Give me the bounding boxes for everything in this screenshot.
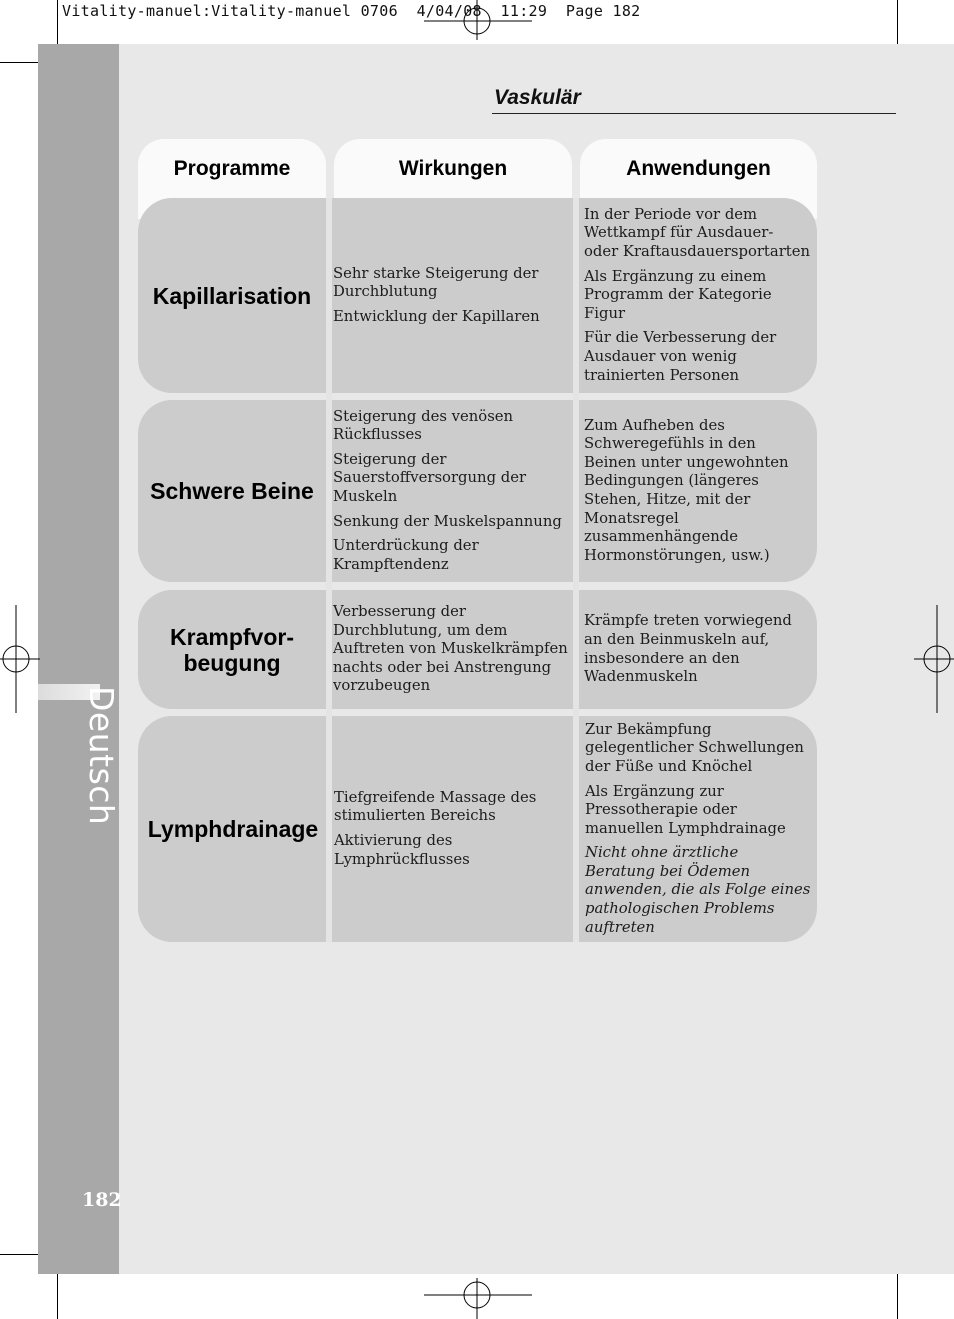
programme-kapillarisation: Kapillarisation (152, 282, 312, 309)
programme-line: Krampfvor- (170, 623, 294, 650)
anwendungen-cell (585, 716, 811, 942)
anwendung-item: Für die Verbesserung der Ausdauer von wenig trainierten Personen (584, 329, 777, 384)
registration-mark-right (914, 605, 954, 713)
print-slug: Vitality-manuel:Vitality-manuel 0706 4/04/08 11:29 Page 182 (62, 2, 641, 20)
page-number: 182 (82, 1189, 122, 1211)
programme-line: beugung (183, 649, 281, 676)
wirkung-item: Verbesserung der Durchblutung, um dem Auftreten von Muskelkrämpfen nachts oder bei Anstrengung vorzubeugen (333, 603, 568, 695)
wirkung-item: Senkung der Muskelspannung (333, 512, 562, 530)
crop-mark (0, 62, 42, 63)
wirkungen-cell (333, 590, 571, 709)
wirkung-item: Entwicklung der Kapillaren (333, 307, 540, 325)
warning-note: Nicht ohne ärztliche Beratung bei Ödemen anwenden, die als Folge eines pathologischen Problems auftreten (585, 844, 811, 936)
registration-mark-top (424, 0, 532, 40)
wirkung-item: Unterdrückung der Krampftendenz (333, 537, 479, 573)
wirkungen-cell (334, 716, 570, 942)
crop-mark (57, 1271, 58, 1319)
programme-schwere-beine: Schwere Beine (150, 478, 314, 504)
wirkung-item: Sehr starke Steigerung der Durchblutung (333, 264, 539, 301)
anwendung-item: Als Ergänzung zur Pressotherapie oder manuellen Lymphdrainage (585, 782, 786, 837)
registration-mark-left (0, 605, 40, 713)
column-header-wirkungen: Wirkungen (334, 139, 572, 219)
anwendungen-cell (584, 198, 812, 393)
anwendung-item: Zur Bekämpfung gelegentlicher Schwellungen der Füße und Knöchel (585, 720, 804, 775)
programme-krampfvorbeugung (138, 590, 326, 709)
column-header-programme: Programme (138, 139, 326, 219)
anwendungen-cell (584, 400, 812, 582)
anwendung-item: Krämpfe treten vorwiegend an den Beinmuskeln auf, insbesondere an den Wadenmuskeln (584, 612, 792, 686)
wirkungen-cell (333, 400, 569, 582)
wirkung-item: Aktivierung des Lymphrückflusses (334, 832, 470, 868)
column-separator (573, 198, 579, 942)
anwendungen-cell (584, 590, 812, 709)
wirkung-item: Steigerung des venösen Rückflusses (333, 407, 514, 444)
anwendung-item: Zum Aufheben des Schweregefühls in den Beinen unter ungewohnten Bedingungen (längeres Stehen, Hitze, mit der Monatsregel zusammenhängende Hormonstörungen, usw.) (584, 416, 789, 564)
programme-lymphdrainage: Lymphdrainage (147, 816, 319, 842)
section-title: Vaskulär (494, 86, 581, 109)
crop-mark (0, 1254, 42, 1255)
section-rule (492, 113, 896, 114)
language-label: Deutsch (82, 686, 121, 826)
anwendung-item: In der Periode vor dem Wettkampf für Ausdauer- oder Kraftausdauersportarten (584, 205, 811, 261)
sidebar (38, 44, 119, 1274)
crop-mark (897, 1271, 898, 1319)
wirkung-item: Tiefgreifende Massage des stimulierten Bereichs (334, 788, 537, 825)
anwendung-item: Als Ergänzung zu einem Programm der Kategorie Figur (584, 267, 772, 322)
wirkung-item: Steigerung der Sauerstoffversorgung der Muskeln (333, 450, 527, 505)
crop-mark (897, 0, 898, 48)
registration-mark-bottom (424, 1278, 532, 1319)
crop-mark (57, 0, 58, 48)
column-header-anwendungen: Anwendungen (580, 139, 817, 219)
wirkungen-cell (333, 198, 569, 393)
